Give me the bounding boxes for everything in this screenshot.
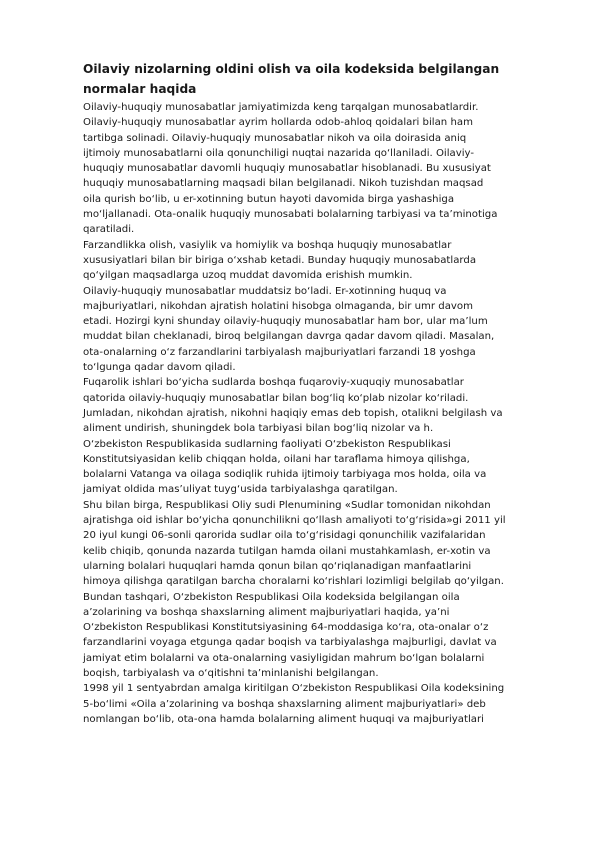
paragraph [83,498,555,590]
text-line: qaratiladi. [83,224,135,236]
title-line: normalar haqida [83,81,197,96]
text-line: 1998 yil 1 sentyabrdan amalga kiritilgan O‘zbekiston Respublikasi Oila kodeksining [83,683,505,695]
text-line: boqish, tarbiyalash va o‘qitishni ta’minlanishi belgilangan. [83,667,379,679]
text-line: Oilaviy-huquqiy munosabatlar jamiyatimizda keng tarqalgan munosabatlardir. [83,102,479,113]
text-line: nomlangan bo‘lib, ota-ona hamda bolalarning aliment huquqi va majburiyatlari [83,713,484,725]
text-line: Bundan tashqari, O‘zbekiston Respublikasi Oila kodeksida belgilangan oila [83,591,460,603]
text-line: mo‘ljallanadi. Ota-onalik huquqiy munosabati bolalarning tarbiyasi va ta’minotiga [83,209,498,221]
text-line: qo‘yilgan maqsadlarga uzoq muddat davomida erishish mumkin. [83,270,413,282]
text-line: Konstitutsiyasidan kelib chiqqan holda, oilani har taraflama himoya qilishga, [83,453,470,465]
text-line: farzandlarini voyaga etgunga qadar boqish va tarbiyalashga majburligi, davlat va [83,637,497,649]
text-line: a’zolarining va boshqa shaxslarning aliment majburiyatlari haqida, ya’ni [83,606,450,618]
text-line: Shu bilan birga, Respublikasi Oliy sudi Plenumining «Sudlar tomonidan nikohdan [83,499,491,511]
document-title [83,60,555,99]
paragraph [83,375,555,436]
text-line: Oilaviy-huquqiy munosabatlar ayrim hollarda odob-ahloq qoidalari bilan ham [83,117,473,129]
text-line: ajratishga oid ishlar bo‘yicha qonunchilikni qo‘llash amaliyoti to‘g‘risida»gi 2011 yil [83,515,506,527]
text-line: O‘zbekiston Respublikasida sudlarning faoliyati O‘zbekiston Respublikasi [83,438,451,450]
text-line: Oilaviy-huquqiy munosabatlar muddatsiz bo‘ladi. Er-xotinning huquq va [83,285,447,297]
text-line: kelib chiqib, qonunda nazarda tutilgan hamda oilani mustahkamlash, er-xotin va [83,545,491,557]
text-line: etadi. Hozirgi kyni shunday oilaviy-huquqiy munosabatlar ham bor, ular ma’lum [83,316,488,328]
text-line: tartibga solinadi. Oilaviy-huquqiy munosabatlar nikoh va oila doirasida aniq [83,132,467,144]
paragraph [83,437,555,498]
paragraph [83,590,555,682]
text-line: bolalarni Vatanga va oilaga sodiqlik ruhida ijtimoiy tarbiyaga mos holda, oila va [83,469,487,481]
text-line: xususiyatlari bilan bir biriga o‘xshab ketadi. Bunday huquqiy munosabatlarda [83,254,477,266]
paragraph [83,100,555,238]
document-body [83,60,555,727]
text-line: muddat bilan cheklanadi, biroq belgilangan davrga qadar davom qiladi. Masalan, [83,331,495,343]
text-line: O‘zbekiston Respublikasi Konstitutsiyasining 64-moddasiga ko‘ra, ota-onalar o‘z [83,622,489,634]
text-line: 20 iyul kungi 06-sonli qarorida sudlar oila to‘g‘risidagi qonunchilik vazifalaridan [83,530,486,542]
text-line: ularning bolalari huquqlari hamda qonun bilan qo‘riqlanadigan manfaatlarini [83,560,472,572]
paragraph [83,681,555,727]
text-line: 5-bo‘limi «Oila a’zolarining va boshqa shaxslarning aliment majburiyatlari» deb [83,698,486,710]
title-line: Oilaviy nizolarning oldini olish va oila kodeksida belgilangan [83,62,500,76]
text-line: ijtimoiy munosabatlarni oila qonunchiligi nuqtai nazarida qo‘llaniladi. Oilaviy- [83,147,475,159]
text-line: Farzandlikka olish, vasiylik va homiylik va boshqa huquqiy munosabatlar [83,239,452,251]
text-line: Jumladan, nikohdan ajratish, nikohni haqiqiy emas deb topish, otalikni belgilash va [83,407,503,419]
text-line: majburiyatlari, nikohdan ajratish holatini hisobga olmaganda, bir umr davom [83,300,473,312]
text-line: huquqiy munosabatlar davomli huquqiy munosabatlar hisoblanadi. Bu xususiyat [83,163,491,175]
text-line: oila qurish bo‘lib, u er-xotinning butun hayoti davomida birga yashashiga [83,193,455,205]
paragraph [83,238,555,284]
text-line: ota-onalarning o‘z farzandlarini tarbiyalash majburiyatlari farzandi 18 yoshga [83,346,476,358]
text-line: Fuqarolik ishlari bo‘yicha sudlarda boshqa fuqaroviy-xuquqiy munosabatlar [83,377,464,389]
text-line: himoya qilishga qaratilgan barcha choralarni ko‘rishlari lozimligi belgilab qo‘yilgan. [83,576,504,588]
text-line: jamiyat etim bolalarni va ota-onalarning vasiyligidan mahrum bo‘lgan bolalarni [83,652,485,664]
text-line: jamiyat oldida mas’uliyat tuyg‘usida tarbiyalashga qaratilgan. [83,484,398,496]
text-line: aliment undirish, shuningdek bola tarbiyasi bilan bog‘liq nizolar va h. [83,423,434,435]
text-line: qatorida oilaviy-huquqiy munosabatlar bilan bog‘liq ko‘plab nizolar ko‘riladi. [83,392,469,404]
text-line: to‘lgunga qadar davom qiladi. [83,362,236,374]
paragraph [83,284,555,376]
paragraph-list [83,100,555,727]
text-line: huquqiy munosabatlarning maqsadi bilan belgilanadi. Nikoh tuzishdan maqsad [83,178,484,190]
